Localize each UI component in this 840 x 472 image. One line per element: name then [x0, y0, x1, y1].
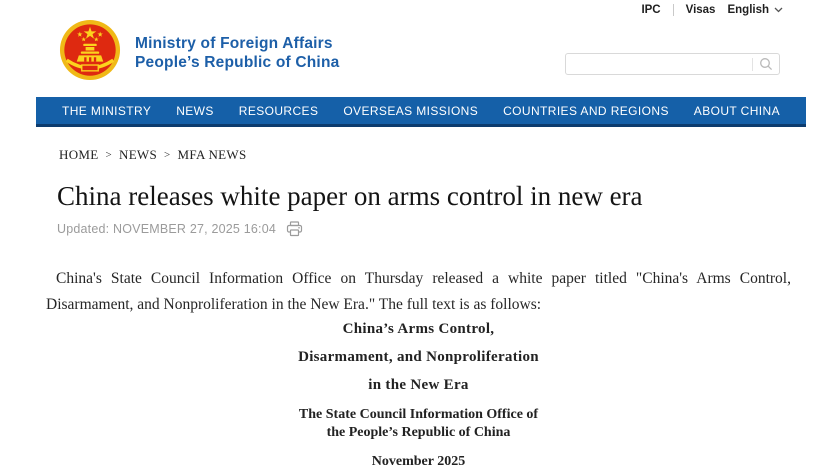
updated-timestamp: Updated: NOVEMBER 27, 2025 16:04	[57, 222, 277, 236]
china-national-emblem-icon[interactable]	[59, 19, 121, 82]
nav-item-countries-and-regions[interactable]: COUNTRIES AND REGIONS	[503, 103, 669, 118]
topbar-divider	[673, 4, 674, 16]
white-paper-heading-block	[46, 322, 791, 471]
printer-icon	[286, 221, 303, 237]
white-paper-author-line1: The State Council Information Office of	[298, 407, 539, 422]
breadcrumb-separator: >	[164, 149, 171, 161]
breadcrumb-mfa-news[interactable]: MFA NEWS	[177, 147, 247, 162]
search-button[interactable]	[753, 54, 779, 74]
nav-item-news[interactable]: NEWS	[176, 103, 214, 118]
search-input[interactable]	[566, 54, 752, 74]
site-title-line2: People’s Republic of China	[135, 54, 340, 71]
nav-item-resources[interactable]: RESOURCES	[238, 103, 319, 118]
white-paper-title-line1: China’s Arms Control,	[342, 321, 495, 337]
white-paper-date: November 2025	[371, 454, 466, 469]
article-intro-paragraph: China's State Council Information Office on Thursday released a white paper titled "China's Arms Control, Disarmament, and Nonproliferation in the New Era." The full text is as follows:	[46, 270, 791, 313]
print-button[interactable]	[286, 221, 303, 237]
nav-item-about-china[interactable]: ABOUT CHINA	[693, 103, 780, 118]
nav-item-the-ministry[interactable]: THE MINISTRY	[62, 103, 152, 118]
site-title[interactable]	[135, 34, 339, 72]
topbar-link-ipc[interactable]: IPC	[641, 4, 661, 16]
breadcrumb-separator: >	[105, 149, 112, 161]
site-title-line1: Ministry of Foreign Affairs	[135, 35, 333, 52]
search-box	[565, 53, 780, 75]
topbar	[641, 4, 783, 16]
breadcrumb	[59, 147, 247, 163]
nav-item-overseas-missions[interactable]: OVERSEAS MISSIONS	[343, 103, 479, 118]
article-title: China releases white paper on arms control in new era	[57, 181, 643, 211]
topbar-link-visas[interactable]: Visas	[685, 4, 716, 16]
chevron-down-icon	[774, 7, 783, 13]
white-paper-title-line3: in the New Era	[368, 377, 469, 393]
main-nav	[36, 97, 806, 127]
article-meta	[57, 221, 303, 237]
white-paper-title-line2: Disarmament, and Nonproliferation	[298, 349, 539, 365]
breadcrumb-home[interactable]: HOME	[59, 147, 99, 162]
breadcrumb-news[interactable]: NEWS	[119, 147, 158, 162]
language-selector[interactable]	[727, 4, 783, 16]
search-icon	[759, 57, 773, 71]
white-paper-author-line2: the People’s Republic of China	[326, 425, 511, 440]
language-label: English	[727, 4, 769, 16]
